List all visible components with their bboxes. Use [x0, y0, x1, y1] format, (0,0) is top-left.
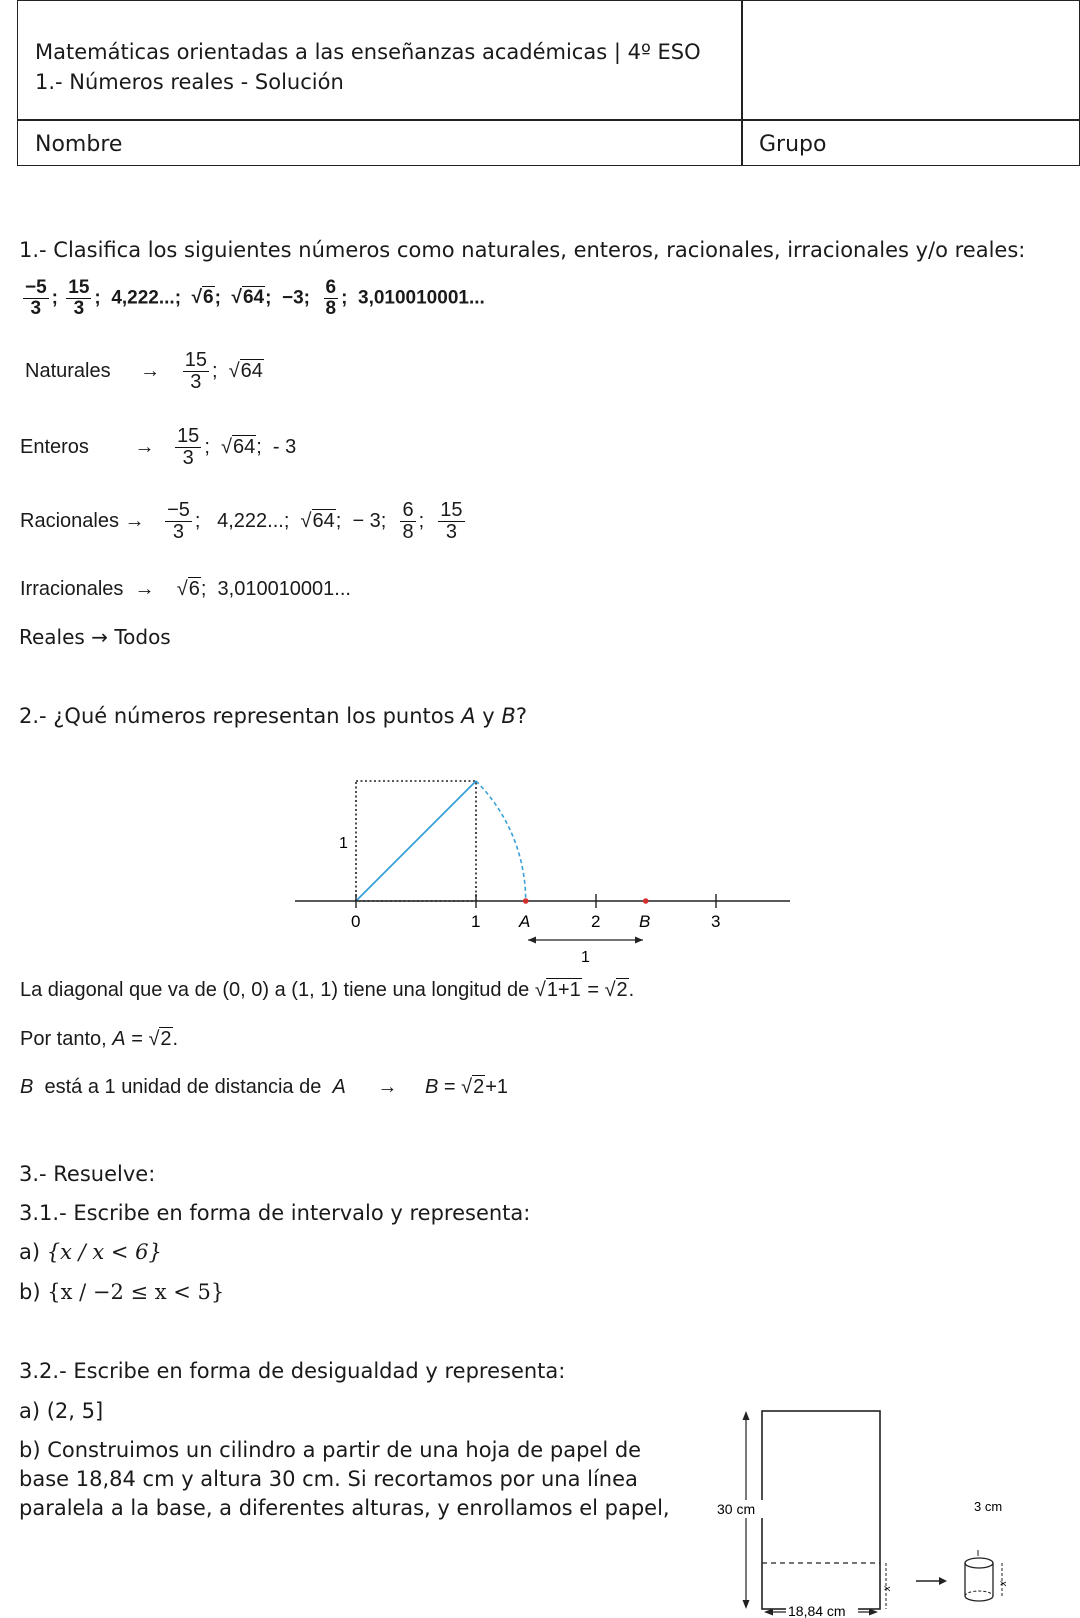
- q2-prompt: 2.- ¿Qué números representan los puntos A y B?: [19, 704, 527, 728]
- cylinder-bottom-hidden: [965, 1591, 993, 1596]
- number-line-figure: [285, 770, 790, 970]
- irracionales-row: Irracionales → √6; 3,010010001...: [20, 578, 351, 600]
- fraction: $\frac{-5}{3}$: [167, 499, 190, 543]
- tick-label-2: 2: [591, 912, 601, 931]
- q2-explanation-1: La diagonal que va de (0, 0) a (1, 1) tiene una longitud de √1+1 = √2.: [20, 979, 635, 1001]
- q1-prompt: 1.- Clasifica los siguientes números como naturales, enteros, racionales, irracionales y/o reales:: [19, 238, 1026, 262]
- fraction: $\frac{15}{3}$: [184, 349, 207, 393]
- height-label: 30 cm: [717, 1501, 756, 1517]
- q2-explanation-2: Por tanto, A = √2.: [20, 1028, 179, 1050]
- naturales-label: Naturales: [25, 359, 111, 382]
- q3-item-b2-line2: base 18,84 cm y altura 30 cm. Si recortamos por una línea: [19, 1467, 638, 1491]
- fraction: $\frac{6}{8}$: [402, 499, 414, 543]
- repeating-decimal: 4,222...;: [111, 287, 182, 309]
- diagonal-line: [356, 781, 476, 901]
- fraction: $\frac{15}{3}$: [68, 277, 90, 319]
- square-root: √6: [191, 287, 214, 309]
- arrow-head-up: [743, 1411, 750, 1420]
- arrow-head-down: [743, 1600, 750, 1609]
- paper-sheet: [762, 1411, 880, 1609]
- fraction: $\frac{15}{3}$: [177, 425, 200, 469]
- irrational-decimal: 3,010010001...: [217, 578, 351, 600]
- compass-arc: [476, 781, 526, 901]
- x-label: x: [882, 1586, 893, 1591]
- q3-item-a2: a) (2, 5]: [19, 1399, 104, 1423]
- distance-label: 1: [581, 949, 590, 966]
- q3-item-b2-line1: b) Construimos un cilindro a partir de una hoja de papel de: [19, 1438, 642, 1462]
- fraction: $\frac{-5}{3}$: [25, 277, 47, 319]
- negative-integer: − 3;: [352, 509, 387, 532]
- fraction: $\frac{6}{8}$: [325, 277, 337, 319]
- tick-label-0: 0: [351, 912, 361, 931]
- q3-item-a1: a) {x / x < 6}: [19, 1240, 162, 1264]
- q1-number-list: $\frac{-5}{3}$ ; $\frac{15}{3}$ ; 4,222...; √6; √64; −3; $\frac{6}{8}$ ; 3,010010001...: [25, 277, 485, 319]
- point-b-marker: [643, 898, 649, 904]
- cylinder-diameter-label: 3 cm: [974, 1499, 1003, 1514]
- cylinder-bottom: [965, 1596, 993, 1601]
- racionales-label: Racionales: [20, 509, 119, 532]
- q3-item-b2-line3: paralela a la base, a diferentes alturas, y enrollamos el papel,: [19, 1496, 670, 1520]
- q2-explanation-3: B está a 1 unidad de distancia de A → B = √2+1: [20, 1076, 509, 1098]
- square-root: √6: [176, 578, 200, 600]
- cyl-x-label: x: [998, 1581, 1009, 1586]
- negative-integer: −3;: [281, 287, 310, 309]
- arrow-head: [939, 1577, 947, 1585]
- arrow-head-right: [635, 937, 643, 944]
- reales-row: Reales → Todos: [19, 625, 171, 649]
- enteros-row: Enteros → $\frac{15}{3}$ ; √64; - 3: [20, 425, 297, 469]
- square-root: √64: [228, 359, 263, 382]
- paper-cylinder-figure: [700, 1400, 1030, 1618]
- negative-integer: - 3: [272, 435, 297, 458]
- fraction: $\frac{15}{3}$: [440, 499, 463, 543]
- cylinder-top: [965, 1558, 993, 1568]
- irracionales-label: Irracionales: [20, 578, 124, 600]
- tick-label-3: 3: [711, 912, 721, 931]
- square-root: √64: [231, 287, 265, 309]
- repeating-decimal: 4,222...;: [217, 509, 290, 532]
- enteros-label: Enteros: [20, 435, 89, 458]
- base-label: 18,84 cm: [788, 1603, 846, 1618]
- racionales-row: Racionales → $\frac{-5}{3}$ ; 4,222...; √64; − 3; $\frac{6}{8}$ ; $\frac{15}{3}$: [20, 499, 463, 543]
- point-b-label: B: [639, 912, 651, 931]
- name-cell: [17, 119, 743, 166]
- header-blank-cell: [741, 0, 1080, 121]
- square-root: √64: [300, 509, 335, 532]
- name-label: Nombre: [35, 132, 123, 157]
- subject-title: Matemáticas orientadas a las enseñanzas académicas | 4º ESO: [35, 40, 701, 64]
- point-a-label: A: [519, 912, 531, 931]
- irrational-decimal: 3,010010001...: [358, 287, 485, 309]
- q3-sub2: 3.2.- Escribe en forma de desigualdad y representa:: [19, 1359, 566, 1383]
- point-a-marker: [523, 898, 529, 904]
- header-table: [17, 0, 1080, 166]
- unit-title: 1.- Números reales - Solución: [35, 70, 344, 94]
- naturales-row: Naturales → $\frac{15}{3}$ ; √64: [25, 349, 263, 393]
- q3-sub1: 3.1.- Escribe en forma de intervalo y representa:: [19, 1201, 531, 1225]
- tick-label-1: 1: [471, 912, 481, 931]
- height-label: 1: [339, 835, 348, 852]
- q3-title: 3.- Resuelve:: [19, 1162, 156, 1186]
- square-root: √64: [220, 435, 256, 458]
- arrow-head-left: [528, 937, 536, 944]
- q3-item-b1: b) {x / −2 ≤ x < 5}: [19, 1280, 225, 1304]
- group-label: Grupo: [759, 132, 827, 157]
